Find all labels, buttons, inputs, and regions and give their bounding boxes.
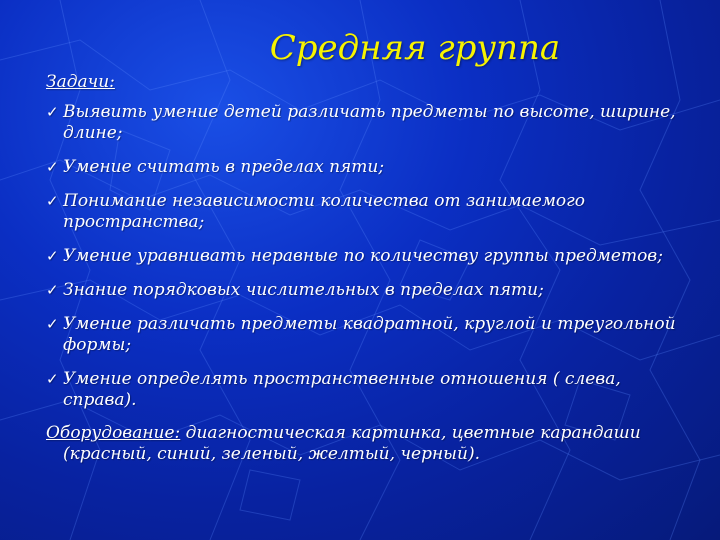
list-item bbox=[46, 102, 676, 144]
tasks-label: Задачи: bbox=[46, 72, 115, 92]
equipment-colors: (красный, синий, зеленый, желтый, черный). bbox=[63, 444, 480, 464]
list-item bbox=[46, 246, 676, 267]
checkmark-icon: ✓ bbox=[46, 103, 59, 121]
task-text: Умение различать предметы квадратной, круглой и треугольной формы; bbox=[63, 314, 676, 355]
task-text: Умение определять пространственные отношения ( слева, справа). bbox=[63, 369, 621, 410]
checkmark-icon: ✓ bbox=[46, 158, 59, 176]
task-text: Знание порядковых числительных в пределах пяти; bbox=[63, 280, 544, 300]
list-item bbox=[46, 369, 676, 411]
checkmark-icon: ✓ bbox=[46, 370, 59, 388]
task-text: Понимание независимости количества от занимаемого пространства; bbox=[63, 191, 585, 232]
list-item bbox=[46, 157, 676, 178]
task-text: Выявить умение детей различать предметы по высоте, ширине, длине; bbox=[63, 102, 676, 143]
slide-title: Средняя группа bbox=[269, 28, 561, 68]
checkmark-icon: ✓ bbox=[46, 315, 59, 333]
task-text: Умение уравнивать неравные по количеству группы предметов; bbox=[63, 246, 663, 266]
list-item bbox=[46, 280, 676, 301]
task-text: Умение считать в пределах пяти; bbox=[63, 157, 385, 177]
tasks-section bbox=[46, 72, 676, 93]
list-item bbox=[46, 314, 676, 356]
list-item bbox=[46, 191, 676, 233]
task-list bbox=[46, 102, 676, 411]
equipment-text: диагностическая картинка, цветные карандаши bbox=[180, 423, 641, 443]
slide-content bbox=[46, 72, 676, 465]
checkmark-icon: ✓ bbox=[46, 247, 59, 265]
checkmark-icon: ✓ bbox=[46, 281, 59, 299]
equipment-section bbox=[46, 423, 676, 465]
equipment-label: Оборудование: bbox=[46, 423, 181, 443]
checkmark-icon: ✓ bbox=[46, 192, 59, 210]
